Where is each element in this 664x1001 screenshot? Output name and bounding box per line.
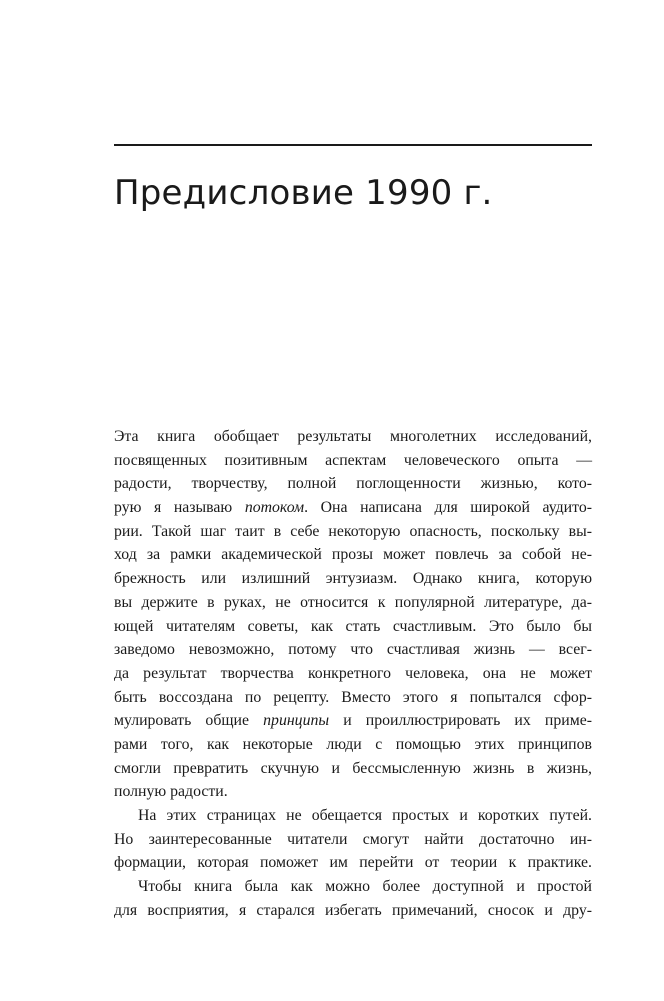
text-line: для восприятия, я старался избегать примечаний, сносок и дру-: [114, 901, 592, 919]
text-line: вы держите в руках, не относится к популярной литературе, да-: [114, 593, 592, 611]
text-line: да результат творчества конкретного человека, она не может: [114, 664, 592, 682]
text-line: радости, творчеству, полной поглощенности жизнью, кото-: [114, 475, 592, 493]
chapter-top-rule: [114, 144, 592, 146]
body-text: [114, 425, 592, 922]
text-line: Эта книга обобщает результаты многолетних исследований,: [114, 428, 592, 445]
text-line: смогли превратить скучную и бессмысленную жизнь в жизнь,: [114, 759, 592, 777]
emphasis-term-flow: потоком: [244, 499, 305, 517]
text-line: Чтобы книга была как можно более доступной и простой: [138, 878, 592, 896]
text-line: брежность или излишний энтузиазм. Однако книга, которую: [114, 570, 592, 588]
text-segment: мулировать общие: [114, 712, 264, 730]
text-line: рии. Такой шаг таит в себе некоторую опасность, поскольку вы-: [114, 522, 592, 540]
text-line: формации, которая поможет им перейти от теории к практике.: [114, 854, 592, 872]
text-segment: и проиллюстрировать их приме-: [329, 712, 592, 730]
text-line: быть воссоздана по рецепту. Вместо этого я попытался сфор-: [114, 688, 592, 706]
chapter-title: Предисловие 1990 г.: [114, 173, 493, 213]
text-line: [114, 709, 592, 733]
text-segment: рую я называю: [114, 499, 245, 517]
emphasis-term-principles: принципы: [263, 712, 330, 730]
text-line: Но заинтересованные читатели смогут найти достаточно ин-: [114, 830, 592, 848]
text-line: ющей читателям советы, как стать счастливым. Это было бы: [114, 617, 592, 635]
text-segment: . Она написана для широкой аудито-: [304, 499, 592, 517]
text-line: рами того, как некоторые люди с помощью этих принципов: [114, 735, 592, 753]
text-line: ход за рамки академической прозы может повлечь за собой не-: [114, 546, 592, 564]
text-line: заведомо невозможно, потому что счастливая жизнь — всег-: [114, 641, 592, 659]
text-line: посвященных позитивным аспектам человеческого опыта —: [114, 451, 592, 469]
text-line: полную радости.: [114, 783, 228, 801]
text-line: На этих страницах не обещается простых и коротких путей.: [138, 807, 592, 824]
text-line: [114, 496, 592, 520]
